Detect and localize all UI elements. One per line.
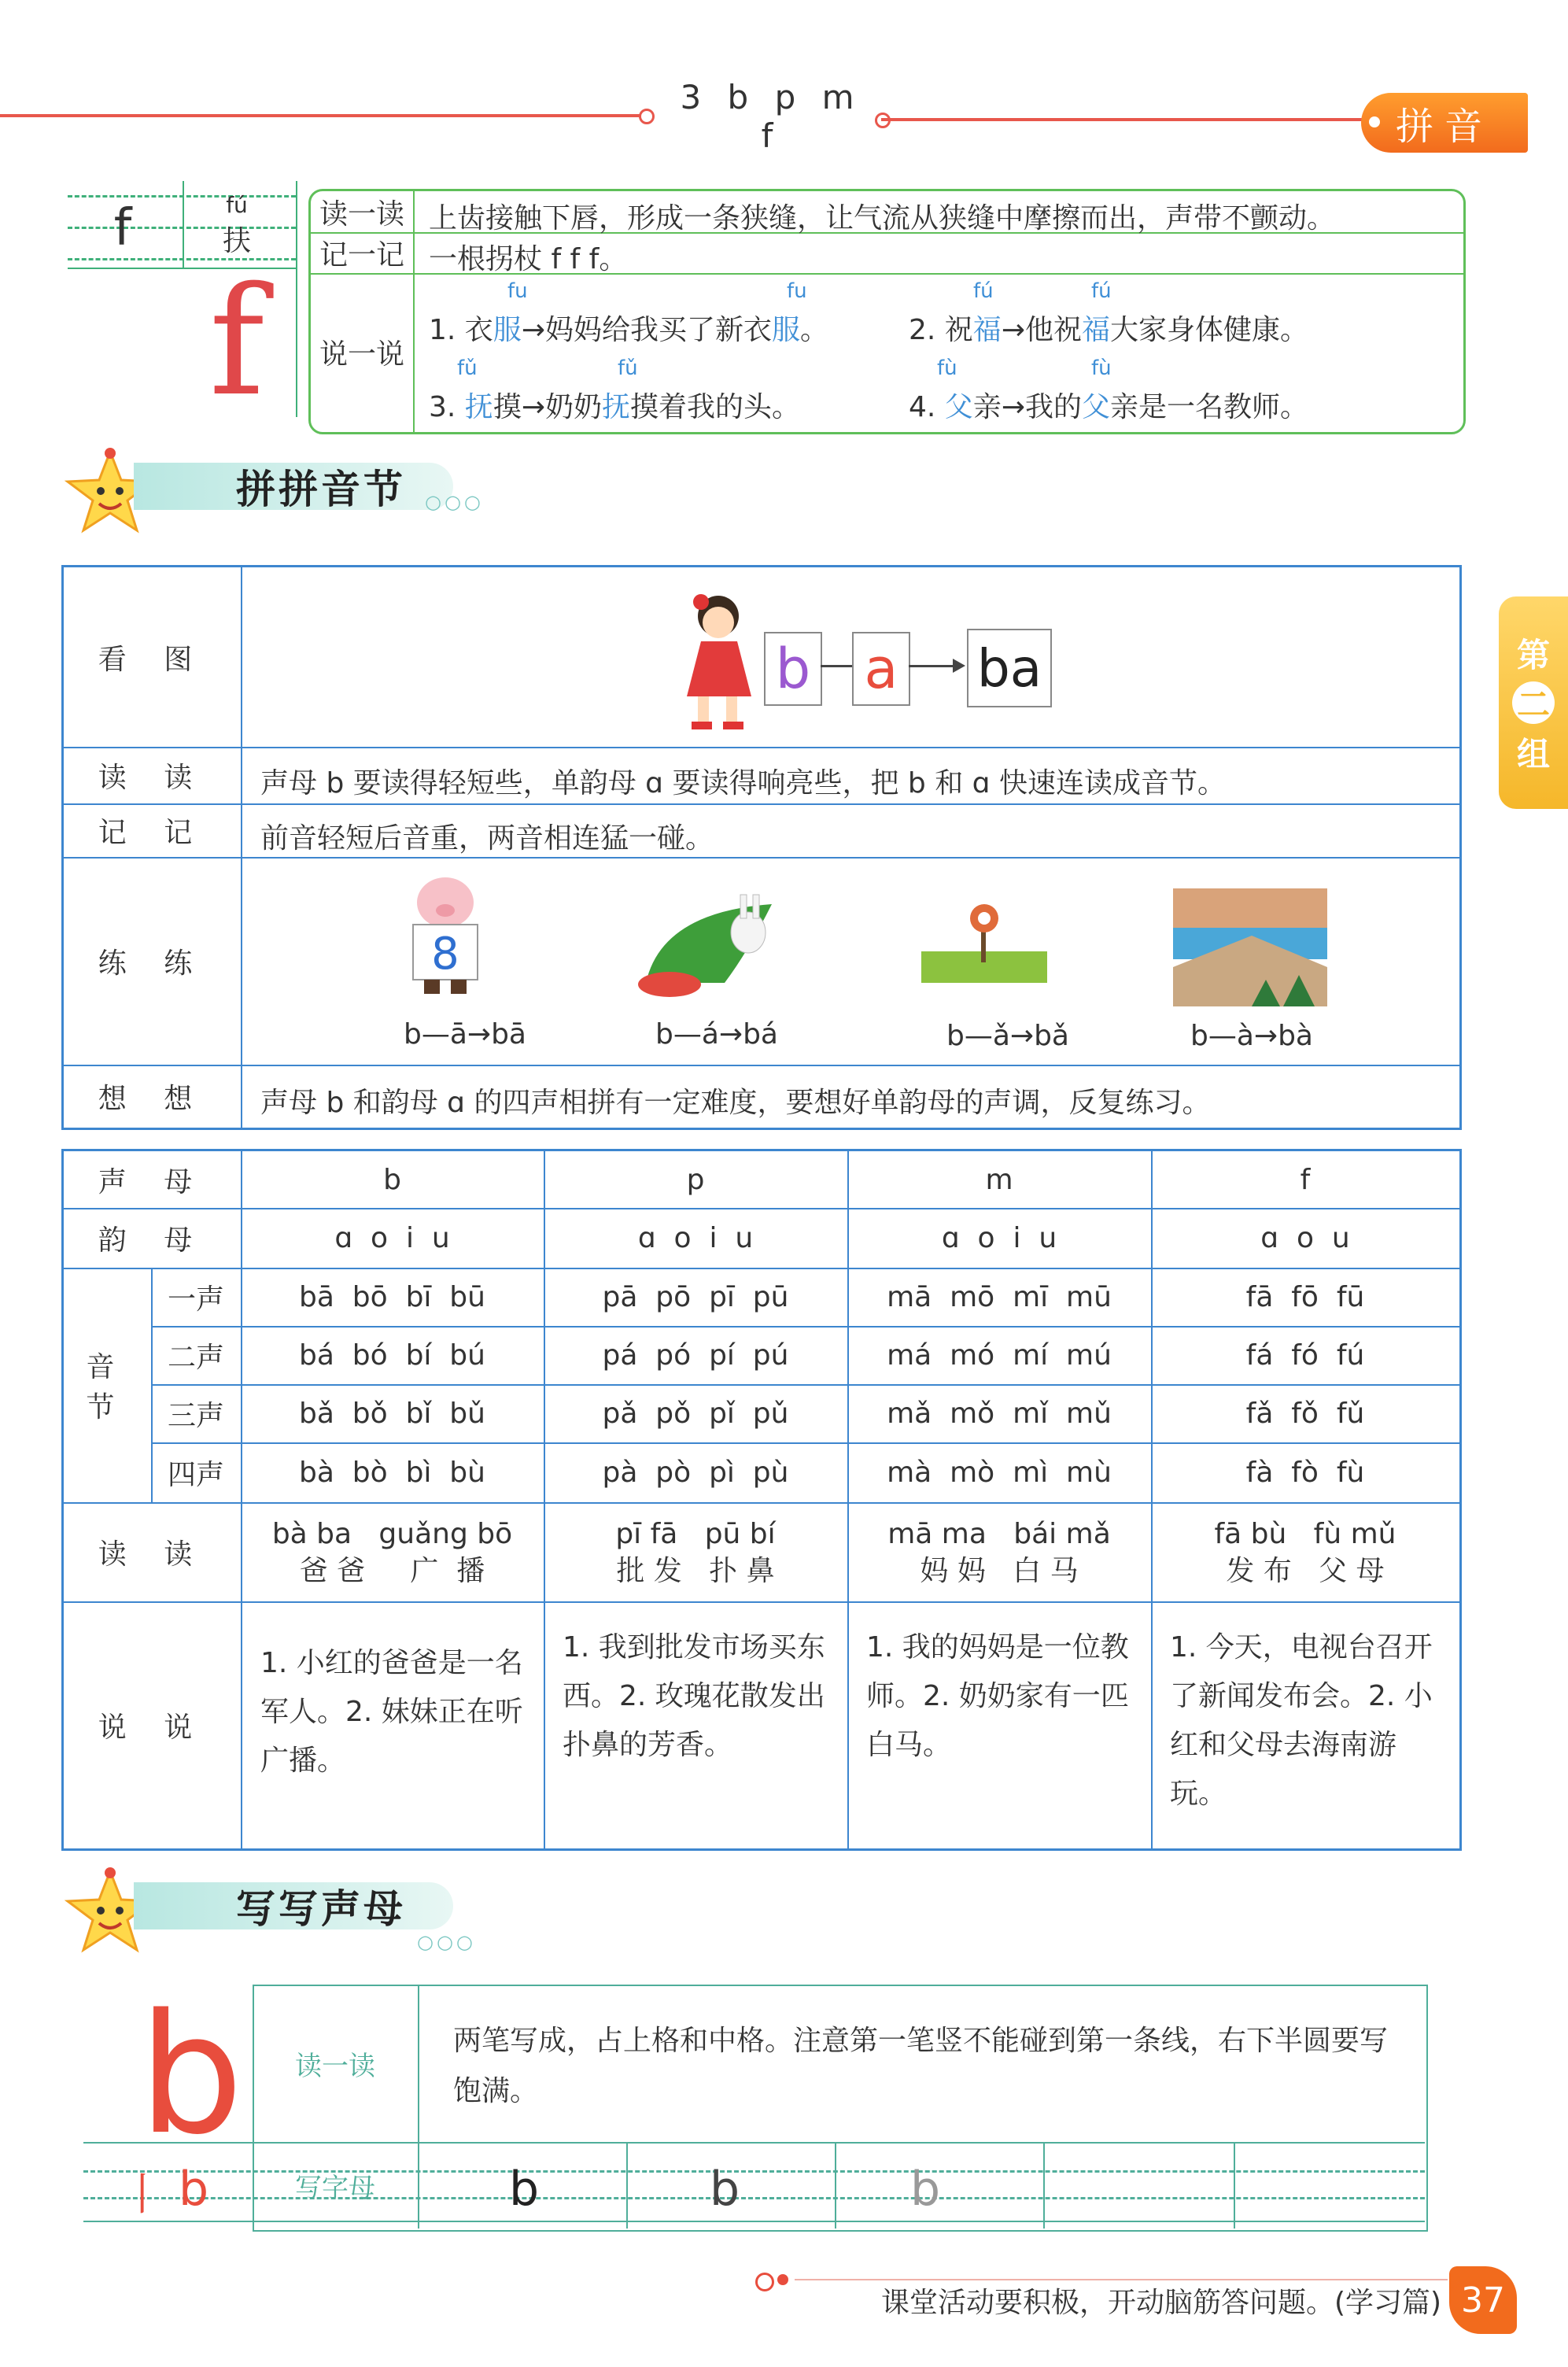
syllable-row: mā mō mī mū (887, 1280, 1112, 1313)
block-b: b (764, 632, 822, 706)
read-text: 上齿接触下唇，形成一条狭缝，让气流从狭缝中摩擦而出，声带不颤动。 (429, 202, 1336, 234)
stroke-2: b (178, 2162, 209, 2217)
say-item (429, 356, 901, 427)
finals-p: ɑ o i u (637, 1221, 754, 1254)
block-a: a (852, 632, 910, 706)
finals-b: ɑ o i u (334, 1221, 450, 1254)
sample-b: b (909, 2162, 941, 2217)
side-tab (1499, 596, 1568, 809)
syllable-row: bǎ bǒ bǐ bǔ (299, 1397, 485, 1430)
pinyin-annotation: fǔ (618, 356, 638, 380)
sentence-part: 3. (429, 391, 465, 423)
pinyin-annotation: fù (1091, 356, 1112, 380)
write-section (83, 1978, 1426, 2229)
page-title: 3 b p m f (680, 78, 862, 155)
block-ba: ba (967, 629, 1052, 707)
finals-m: ɑ o i u (941, 1221, 1057, 1254)
syllable-row: pá pó pí pú (602, 1339, 789, 1372)
sentence-part: 2. 祝 (909, 314, 973, 346)
say-sentence (429, 308, 828, 348)
read-chars: 妈 妈 白 马 (920, 1554, 1079, 1587)
syllable-row: mǎ mǒ mǐ mǔ (887, 1397, 1112, 1430)
arrow-icon (953, 659, 965, 673)
f-char: 扶 (222, 224, 251, 257)
side-tab-line3: 组 (1516, 735, 1550, 774)
highlight-word: 抚 (464, 391, 493, 423)
landscape-illustration (1173, 888, 1327, 1006)
sentence-part: 摸→奶奶 (493, 391, 602, 423)
syllable-row: fā fō fū (1245, 1280, 1365, 1313)
letter-b-glyph: b (138, 1978, 244, 2171)
write-read-text: 两笔写成，占上格和中格。注意第一笔竖不能碰到第一条线，右下半圆要写饱满。 (453, 2025, 1389, 2107)
read-chars: 发 布 父 母 (1226, 1554, 1385, 1587)
say-sentence (909, 385, 1308, 425)
look-label: 看 图 (98, 643, 207, 676)
footer-dot (755, 2273, 774, 2291)
stroke-1: 丨 (120, 2169, 164, 2221)
say-text: 1. 我的妈妈是一位教师。2. 奶奶家有一匹白马。 (866, 1631, 1129, 1761)
read-label: 读一读 (319, 198, 404, 231)
pig-illustration (402, 873, 489, 999)
badge-dot (1369, 116, 1380, 127)
sentence-part: 1. 衣 (429, 314, 493, 346)
table-divider (64, 747, 1459, 748)
syllable-row: bā bō bī bū (299, 1280, 485, 1313)
tone-label: 四声 (167, 1458, 224, 1491)
sentence-part: →他祝 (1001, 314, 1082, 346)
sentence-part: 大家身体健康。 (1110, 314, 1309, 346)
badge-label: 拼音 (1395, 104, 1493, 149)
think-label: 想 想 (98, 1082, 207, 1115)
rabbit-radish-illustration (630, 888, 803, 999)
side-tab-line2: 二 (1512, 681, 1555, 724)
say-sentence (429, 385, 800, 425)
grid-divider (296, 181, 297, 417)
say-item (429, 279, 901, 350)
say-label: 说 说 (98, 1711, 207, 1744)
sentence-part: 4. (909, 391, 945, 423)
highlight-word: 父 (1081, 391, 1110, 423)
cell-divider (626, 2142, 628, 2229)
sentence-part: 亲是一名教师。 (1110, 391, 1309, 423)
f-letter-small: f (113, 199, 132, 257)
highlight-word: 福 (1081, 314, 1110, 346)
remember-text: 一根拐杖 f f f。 (429, 243, 628, 275)
syllable-label: 音 节 (86, 1351, 129, 1424)
decor-dots: ○○○ (417, 1931, 476, 1953)
pinyin-annotation: fǔ (457, 356, 478, 380)
syllable-row: pā pō pī pū (602, 1280, 789, 1313)
tone-label: 三声 (167, 1399, 224, 1432)
page-number: 37 (1449, 2266, 1517, 2334)
read-pinyin: fā bù fù mǔ (1214, 1517, 1396, 1550)
read-pinyin: pī fā pū bí (615, 1517, 776, 1550)
read-text: 声母 b 要读得轻短些，单韵母 ɑ 要读得响亮些，把 b 和 ɑ 快速连读成音节。 (260, 767, 1226, 799)
chapter-badge (1361, 93, 1528, 153)
syllable-row: fǎ fǒ fǔ (1245, 1397, 1365, 1430)
grid-divider (183, 181, 184, 268)
pinyin-annotation: fú (973, 279, 994, 303)
highlight-word: 福 (972, 314, 1002, 346)
highlight-word: 父 (944, 391, 973, 423)
initial-label: 声 母 (98, 1165, 207, 1198)
table-divider (241, 567, 242, 1128)
f-char-pinyin: fú (226, 191, 248, 218)
read-label: 读 读 (98, 761, 207, 794)
write-read-label: 读一读 (295, 2050, 375, 2082)
say-sentence (909, 308, 1308, 348)
look-illustration (670, 586, 1110, 736)
sentence-part: 亲→我的 (972, 391, 1082, 423)
initial-p: p (686, 1163, 705, 1196)
section-banner-writing (63, 1867, 504, 1953)
tone-label: 二声 (167, 1341, 224, 1374)
target-illustration (921, 896, 1047, 983)
footer-dot (777, 2274, 788, 2285)
f-letter-large: f (208, 255, 265, 429)
table-divider (64, 1502, 1459, 1504)
sample-b: b (508, 2162, 540, 2217)
think-text: 声母 b 和韵母 ɑ 的四声相拼有一定难度，要想好单韵母的声调，反复练习。 (260, 1087, 1211, 1119)
say-item (909, 279, 1459, 350)
section-title: 写写声母 (134, 1882, 453, 1929)
remember-label: 记一记 (319, 238, 404, 271)
decor-dots: ○○○ (425, 491, 484, 513)
sentence-part: 。 (800, 314, 829, 346)
girl-illustration (670, 586, 772, 736)
svg-text:8: 8 (431, 929, 459, 980)
syllable-row: fá fó fú (1245, 1339, 1365, 1372)
pinyin-annotation: fú (1091, 279, 1112, 303)
say-text: 1. 我到批发市场买东西。2. 玫瑰花散发出扑鼻的芳香。 (563, 1631, 825, 1761)
say-item (909, 356, 1459, 427)
practice-item: b—à→bà (1190, 1019, 1313, 1052)
finals-f: ɑ o u (1260, 1221, 1350, 1254)
syllable-row: pǎ pǒ pǐ pǔ (602, 1397, 789, 1430)
say-label: 说一说 (319, 338, 404, 371)
read-pinyin: bà ba guǎng bō (271, 1517, 513, 1550)
table-divider (64, 803, 1459, 805)
pinyin-annotation: fu (507, 279, 528, 303)
initial-b: b (383, 1163, 401, 1196)
say-text: 1. 小红的爸爸是一名军人。2. 妹妹正在听广播。 (260, 1647, 523, 1777)
read-chars: 爸 爸 广 播 (299, 1554, 485, 1587)
arrow-line (909, 665, 956, 667)
practice-item: b—ǎ→bǎ (946, 1019, 1069, 1052)
f-grid (68, 181, 301, 429)
remember-label: 记 记 (98, 816, 207, 849)
card-divider (418, 1985, 419, 2229)
sample-b: b (709, 2162, 740, 2217)
syllable-row: fà fò fù (1245, 1456, 1365, 1489)
highlight-word: 服 (493, 314, 522, 346)
section-title: 拼拼音节 (134, 463, 453, 510)
say-text: 1. 今天，电视台召开了新闻发布会。2. 小红和父母去海南游玩。 (1170, 1631, 1433, 1810)
pinyin-annotation: fù (937, 356, 957, 380)
practice-item: b—ā→bā (404, 1017, 526, 1051)
practice-item: b—á→bá (655, 1017, 778, 1051)
highlight-word: 服 (771, 314, 800, 346)
write-label: 写字母 (295, 2172, 375, 2204)
big-letter-b (83, 1978, 249, 2171)
header-rule-right (881, 118, 1369, 121)
cell-divider (1043, 2142, 1045, 2229)
tone-label: 一声 (167, 1283, 224, 1316)
read-chars: 批 发 扑 鼻 (616, 1554, 775, 1587)
sentence-part: →妈妈给我买了新衣 (521, 314, 772, 346)
remember-text: 前音轻短后音重，两音相连猛一碰。 (260, 822, 714, 855)
header-rule-left (0, 114, 645, 117)
table-divider (64, 1601, 1459, 1603)
connector-line (821, 665, 852, 667)
read-label: 读 读 (98, 1538, 207, 1571)
cell-divider (835, 2142, 836, 2229)
syllable-row: mà mò mì mù (887, 1456, 1112, 1489)
syllable-row: pà pò pì pù (602, 1456, 789, 1489)
side-tab-line1: 第 (1516, 636, 1550, 674)
guide-line (83, 2221, 1425, 2222)
syllable-row: bà bò bì bù (299, 1456, 485, 1489)
cell-divider (1234, 2142, 1235, 2229)
pinyin-annotation: fu (787, 279, 807, 303)
card-divider (413, 191, 415, 432)
read-pinyin: mā ma bái mǎ (887, 1517, 1111, 1550)
header-dot-left (639, 109, 655, 124)
footer-text: 课堂活动要积极，开动脑筋答问题。(学习篇) (881, 2287, 1442, 2319)
final-label: 韵 母 (98, 1224, 207, 1257)
initial-f: f (1300, 1163, 1311, 1196)
spelling-table (61, 565, 1462, 1130)
f-card (308, 189, 1466, 434)
syllable-table (61, 1149, 1462, 1851)
syllable-row: má mó mí mú (887, 1339, 1112, 1372)
sentence-part: 摸着我的头。 (630, 391, 801, 423)
syllable-row: bá bó bí bú (299, 1339, 485, 1372)
table-divider (64, 1065, 1459, 1066)
table-divider (64, 857, 1459, 859)
initial-m: m (985, 1163, 1013, 1196)
practice-label: 练 练 (98, 947, 207, 980)
highlight-word: 抚 (601, 391, 630, 423)
section-banner-syllables (63, 447, 504, 515)
